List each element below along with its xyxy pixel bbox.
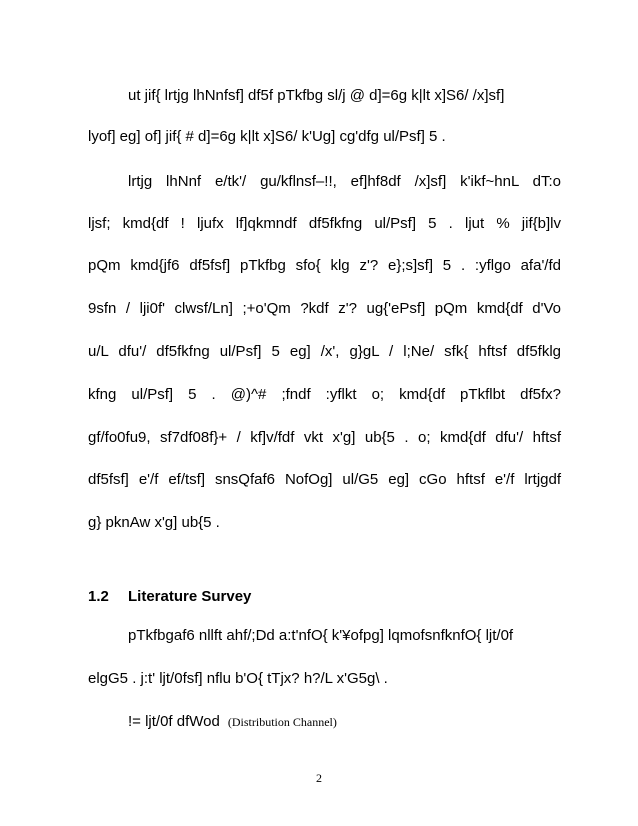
paragraph-line-4: ljsf; kmd{df ! ljufx lf]qkmndf df5fkfng ul/Psf] 5 . ljut % jif{b]lv: [88, 215, 561, 232]
paragraph-line-1: ut jif{ lrtjg lhNnfsf] df5f pTkfbg sl/j @ d]=6g k|lt x]S6/ /x]sf]: [128, 87, 505, 104]
section-number: 1.2: [88, 588, 109, 605]
paragraph-line-3: lrtjg lhNnf e/tk'/ gu/kflnsf–!!, ef]hf8df /x]sf] k'ikf~hnL dT:o: [128, 173, 561, 190]
page-number: 2: [316, 771, 322, 785]
paragraph-line-5: pQm kmd{jf6 df5fsf] pTkfbg sfo{ klg z'? e};s]sf] 5 . :yflgo afa'/fd: [88, 257, 561, 274]
paragraph-line-2: lyof] eg] of] jif{ # d]=6g k|lt x]S6/ k'Ug] cg'dfg ul/Psf] 5 .: [88, 128, 446, 145]
subheading-label: != ljt/0f dfWod: [128, 713, 220, 730]
paragraph-line-9: gf/fo0fu9, sf7df08f}+ / kf]v/fdf vkt x'g] ub{5 . o; kmd{df dfu'/ hftsf: [88, 429, 561, 446]
section-heading: [88, 587, 251, 607]
paragraph-line-7: u/L dfu'/ df5fkfng ul/Psf] 5 eg] /x', g}gL / l;Ne/ sfk{ hftsf df5fklg: [88, 343, 561, 360]
survey-line-1: pTkfbgaf6 nllft ahf/;Dd a:t'nfO{ k'¥ofpg] lqmofsnfknfO{ ljt/0f: [128, 627, 514, 644]
survey-line-2: elgG5 . j:t' ljt/0fsf] nflu b'O{ tTjx? h?/L x'G5g\ .: [88, 670, 388, 687]
subheading-english: (Distribution Channel): [227, 715, 337, 729]
subheading: [128, 712, 561, 732]
section-title: Literature Survey: [128, 588, 252, 605]
paragraph-line-11: g} pknAw x'g] ub{5 .: [88, 514, 220, 531]
paragraph-line-10: df5fsf] e'/f ef/tsf] snsQfaf6 NofOg] ul/G5 eg] cGo hftsf e'/f lrtjgdf: [88, 471, 561, 488]
paragraph-line-8: kfng ul/Psf] 5 . @)^# ;fndf :yflkt o; kmd{df pTkflbt df5fx?: [88, 386, 561, 403]
paragraph-line-6: 9sfn / lji0f' clwsf/Ln] ;+o'Qm ?kdf z'? ug{'ePsf] pQm kmd{df d'Vo: [88, 300, 561, 317]
